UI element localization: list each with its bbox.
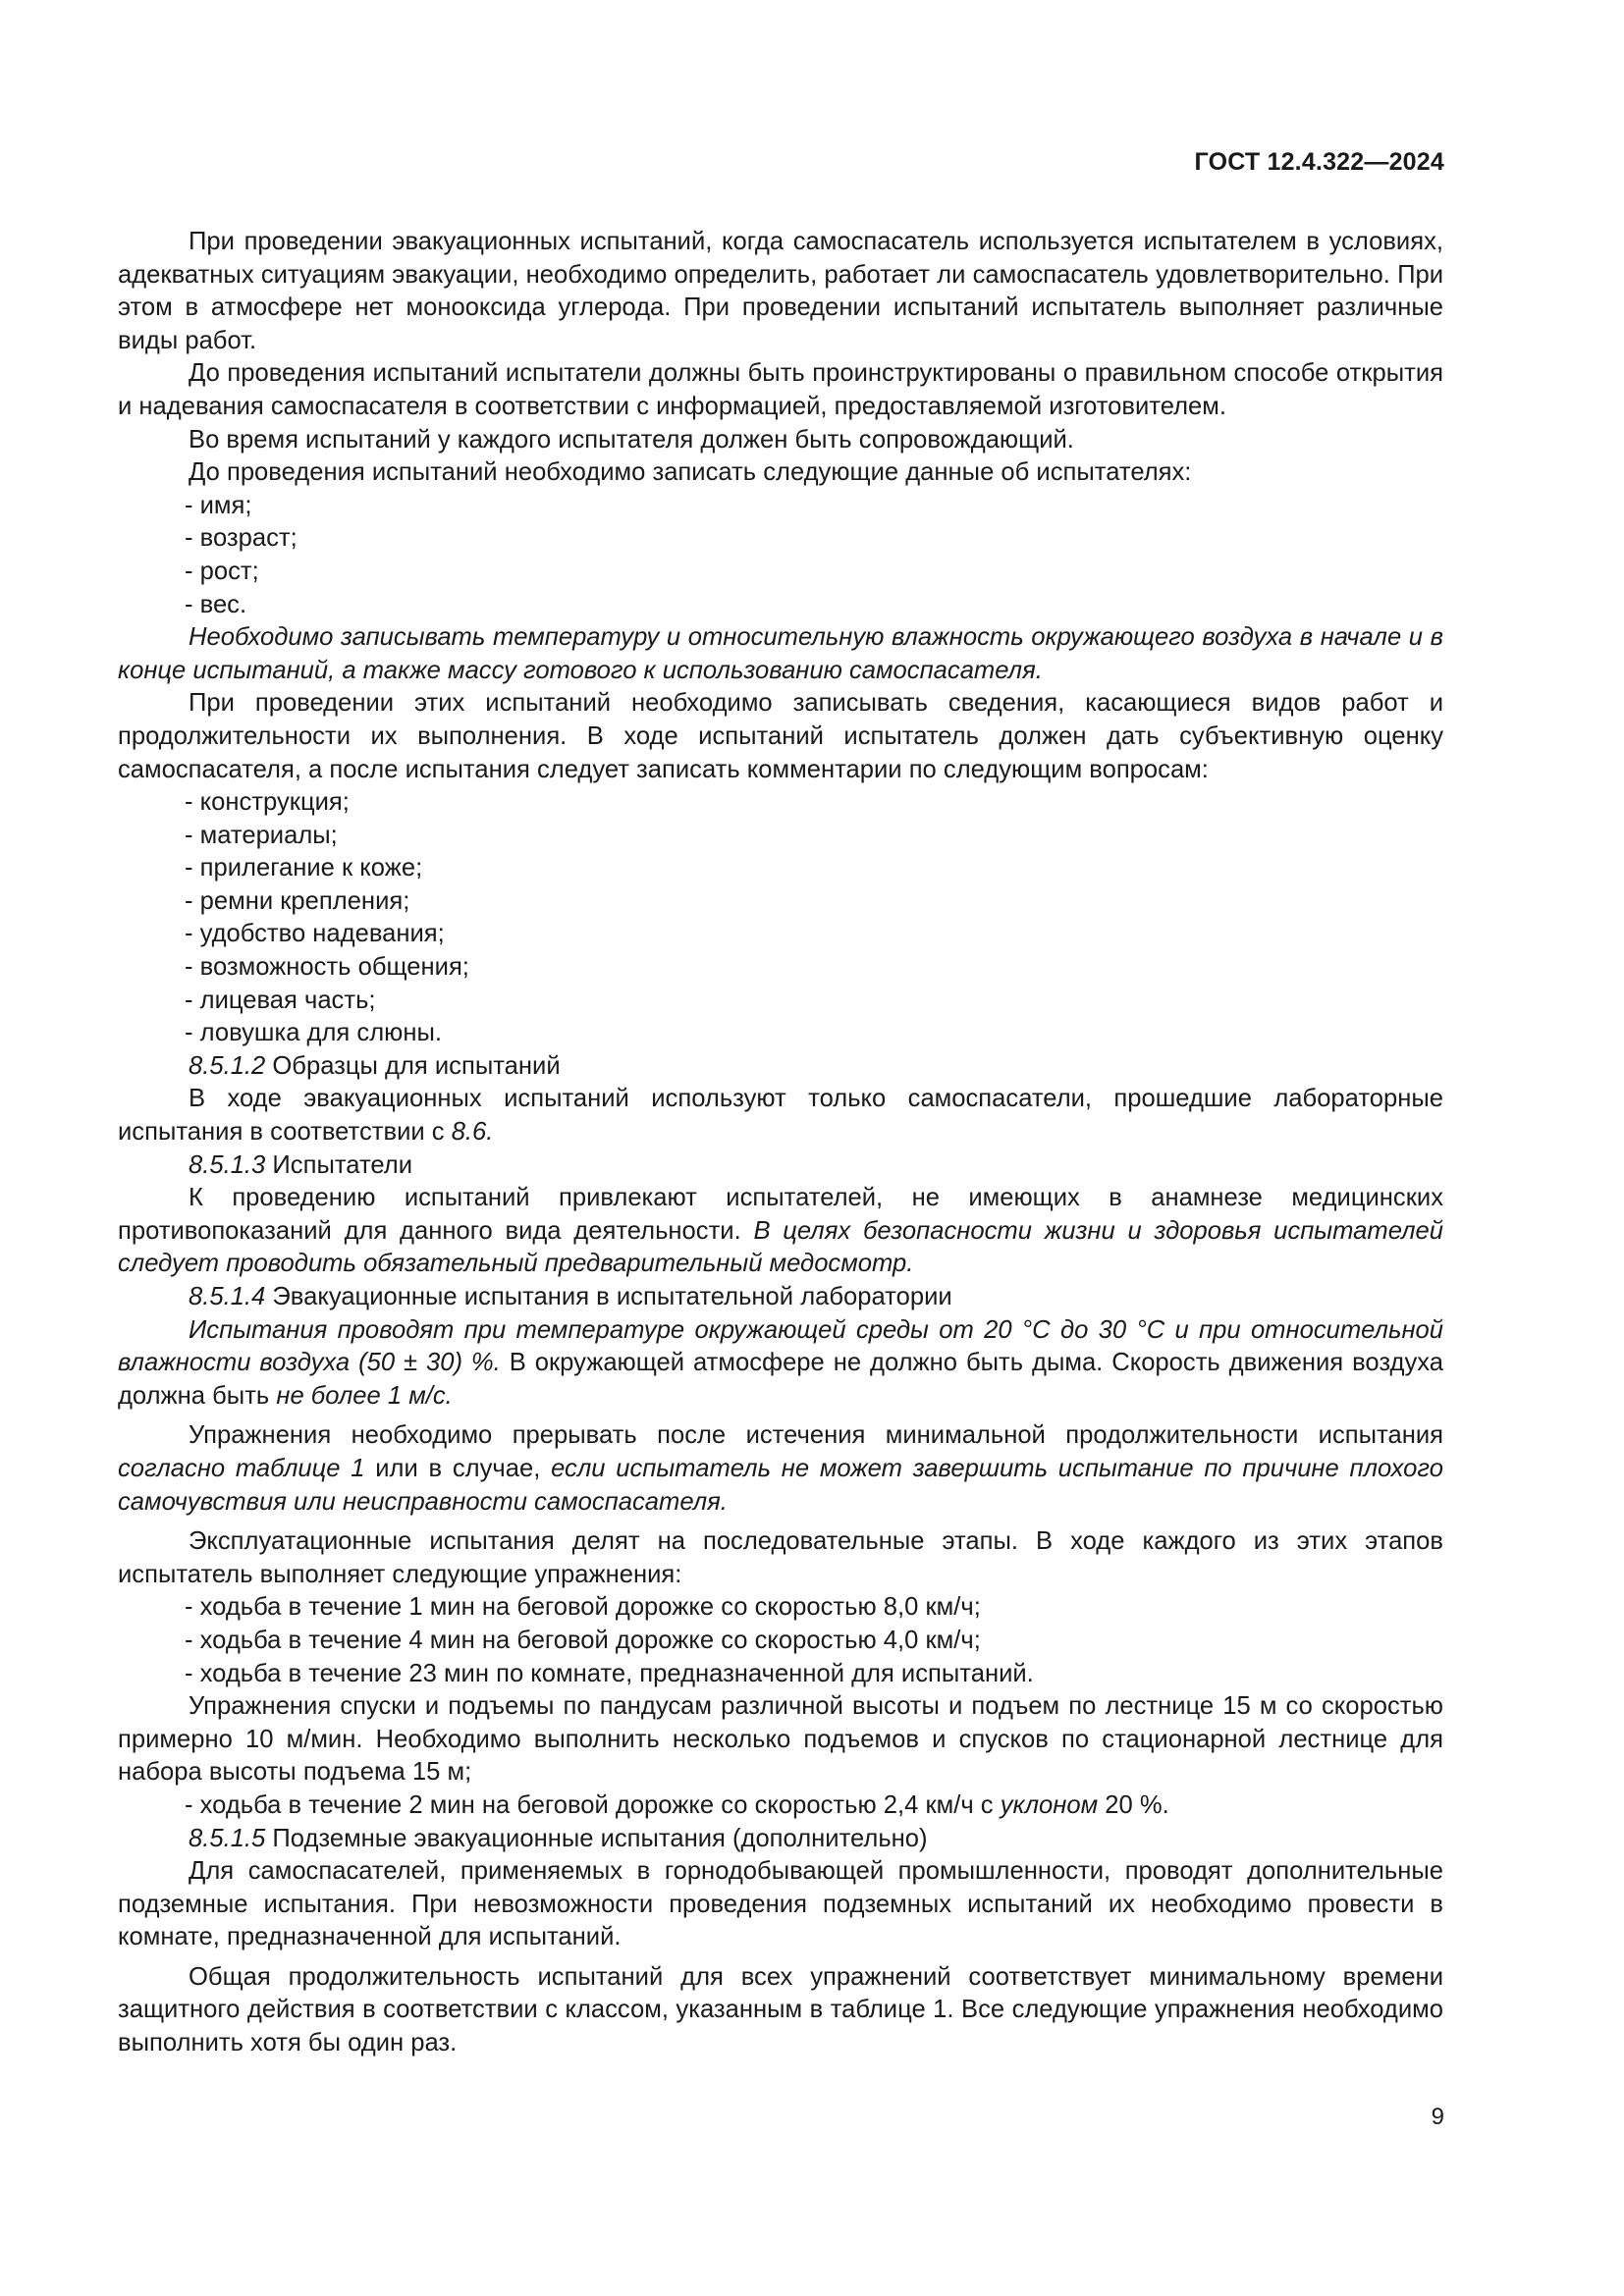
section-title: Испытатели bbox=[265, 1150, 412, 1179]
section-heading-8-5-1-3 bbox=[118, 1149, 1443, 1183]
list-item: - вес. bbox=[185, 590, 247, 618]
paragraph-italic bbox=[118, 621, 1443, 687]
paragraph: При проведении эвакуационных испытаний, когда самоспасатель используется испытателем в условиях, адекватных ситуациям эвакуации, необходимо определить, работает ли самоспасатель удовлетворительно. При этом в атмосфере нет монооксида углерода. При проведении испытаний испытатель выполняет различные виды работ. bbox=[118, 228, 1443, 354]
italic-text: В целях безопасности жизни и здоровья испытателей следует проводить обязательный предварительный медосмотр. bbox=[118, 1216, 1444, 1278]
list-item: - имя; bbox=[185, 491, 252, 519]
italic-text: уклоном bbox=[1000, 1790, 1099, 1819]
section-title: Подземные эвакуационные испытания (дополнительно) bbox=[265, 1824, 928, 1852]
text-run: В окружающей атмосфере не должно быть дыма. Скорость движения воздуха должна быть bbox=[118, 1349, 1443, 1410]
list-item: - ловушка для слюны. bbox=[185, 1019, 442, 1047]
section-title: Образцы для испытаний bbox=[265, 1051, 561, 1080]
text-run: или в случае, bbox=[364, 1454, 552, 1482]
list-item: - возможность общения; bbox=[185, 953, 469, 982]
paragraph: При проведении этих испытаний необходимо записывать сведения, касающиеся видов работ и продолжительности их выполнения. В ходе испытаний испытатель должен дать субъективную оценку самоспасателя, а после испытания следует записать комментарии по следующим вопросам: bbox=[118, 689, 1443, 783]
section-number: 8.5.1.2 bbox=[189, 1051, 266, 1080]
paragraph bbox=[118, 1083, 1443, 1148]
paragraph bbox=[118, 1182, 1443, 1281]
document-header: ГОСТ 12.4.322—2024 bbox=[1194, 148, 1444, 176]
paragraph: Общая продолжительность испытаний для всех упражнений соответствует минимальному времени защитного действия в соответствии с классом, указанным в таблице 1. Все следующие упражнения необходимо выполнить хотя бы один раз. bbox=[118, 1962, 1443, 2057]
paragraph bbox=[118, 1419, 1443, 1519]
paragraph: До проведения испытаний испытатели должны быть проинструктированы о правильном способе открытия и надевания самоспасателя в соответствии с информацией, предоставляемой изготовителем. bbox=[118, 359, 1443, 420]
text-run: В ходе эвакуационных испытаний используют только самоспасатели, прошедшие лабораторные испытания в соответствии с bbox=[118, 1085, 1443, 1147]
section-heading-8-5-1-5 bbox=[118, 1823, 1443, 1856]
text-run: 20 %. bbox=[1098, 1790, 1169, 1819]
section-number: 8.5.1.3 bbox=[189, 1150, 266, 1179]
section-heading-8-5-1-2 bbox=[118, 1050, 1443, 1084]
italic-text: если испытатель не может завершить испытание по причине плохого самочувствия или неисправности самоспасателя. bbox=[118, 1454, 1443, 1516]
page-number: 9 bbox=[1431, 2104, 1444, 2130]
page-body bbox=[118, 226, 1443, 2060]
text-run: Упражнения необходимо прерывать после истечения минимальной продолжительности испытания bbox=[189, 1421, 1443, 1450]
italic-text: согласно таблице 1 bbox=[118, 1454, 365, 1482]
list-item: - конструкция; bbox=[185, 788, 350, 817]
text-run: - ходьба в течение 2 мин на беговой дорожке со скоростью 2,4 км/ч с bbox=[185, 1790, 1001, 1819]
list-item bbox=[118, 1789, 1443, 1823]
italic-text: не более 1 м/с. bbox=[276, 1381, 453, 1410]
section-number: 8.5.1.5 bbox=[189, 1824, 266, 1852]
list-item: - ремни крепления; bbox=[185, 886, 410, 915]
italic-text: Необходимо записывать температуру и относительную влажность окружающего воздуха в начале и в конце испытаний, а также массу готового к использованию самоспасателя. bbox=[118, 623, 1443, 684]
list-item: - возраст; bbox=[185, 524, 298, 553]
list-item: - рост; bbox=[185, 557, 259, 585]
cross-reference: 8.6. bbox=[451, 1118, 494, 1147]
section-title: Эвакуационные испытания в испытательной лаборатории bbox=[265, 1283, 952, 1310]
section-number: 8.5.1.4 bbox=[189, 1283, 266, 1310]
list-item: - удобство надевания; bbox=[185, 920, 445, 948]
list-item: - материалы; bbox=[185, 821, 338, 849]
paragraph: Эксплуатационные испытания делят на последовательные этапы. В ходе каждого из этих этапов испытатель выполняет следующие упражнения: bbox=[118, 1527, 1443, 1588]
list-item: - ходьба в течение 4 мин на беговой дорожке со скоростью 4,0 км/ч; bbox=[185, 1626, 981, 1654]
text-run: К проведению испытаний привлекают испытателей, не имеющих в анамнезе медицинских противопоказаний для данного вида деятельности. bbox=[118, 1184, 1443, 1245]
paragraph: Во время испытаний у каждого испытателя должен быть сопровождающий. bbox=[189, 425, 1074, 454]
section-heading-8-5-1-4 bbox=[118, 1281, 1443, 1314]
list-item: - ходьба в течение 23 мин по комнате, предназначенной для испытаний. bbox=[185, 1659, 1034, 1687]
paragraph: До проведения испытаний необходимо записать следующие данные об испытателях: bbox=[189, 458, 1192, 487]
paragraph bbox=[118, 1314, 1443, 1414]
list-item: - ходьба в течение 1 мин на беговой дорожке со скоростью 8,0 км/ч; bbox=[185, 1593, 981, 1622]
paragraph: Упражнения спуски и подъемы по пандусам различной высоты и подъем по лестнице 15 м со скоростью примерно 10 м/мин. Необходимо выполнить несколько подъемов и спусков по стационарной лестнице для набора высоты подъема 15 м; bbox=[118, 1692, 1443, 1787]
italic-text: Испытания проводят при температуре окружающей среды от 20 °С до 30 °С и при относительной влажности воздуха (50 ± 30) %. bbox=[118, 1315, 1443, 1377]
list-item: - прилегание к коже; bbox=[185, 854, 423, 882]
paragraph: Для самоспасателей, применяемых в горнодобывающей промышленности, проводят дополнительные подземные испытания. При невозможности проведения подземных испытаний их необходимо провести в комнате, предназначенной для испытаний. bbox=[118, 1857, 1443, 1951]
list-item: - лицевая часть; bbox=[185, 986, 376, 1014]
